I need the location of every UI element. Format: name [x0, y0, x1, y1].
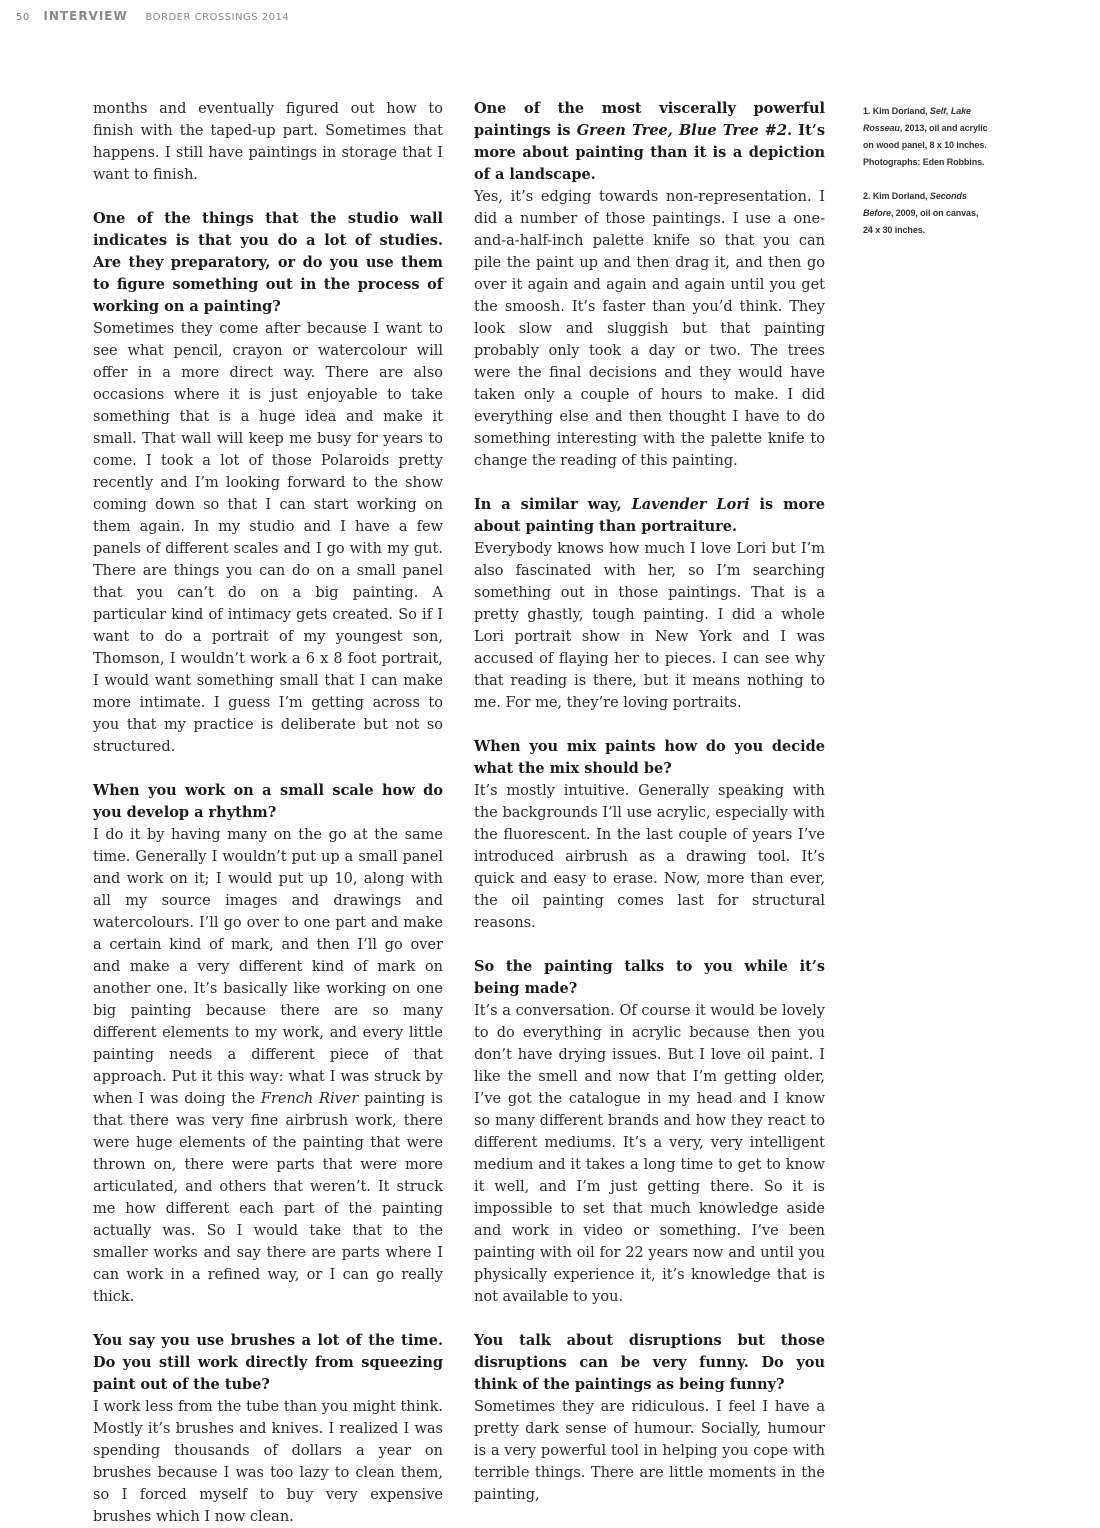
italic-title: Green Tree, Blue Tree #2 [576, 122, 788, 139]
text-run: Yes, it’s edging towards non-representation. I did a number of those paintings. I use a one-and-a-half-inch palette knife so that you can pile the paint up and then drag it, and then go over it again and again and again until you get the smoosh. It’s faster than you’d think. They look slow and sluggish but that painting probably only took a day or two. The trees were the final decisions and they would have taken only a couple of hours to make. I did everything else and then thought I have to do something interesting with the palette knife to change the reading of this painting. [474, 189, 825, 469]
text-run: Sometimes they come after because I want to see what pencil, crayon or watercolour will offer in a more direct way. There are also occasions where it is just enjoyable to take something that is a huge idea and make it small. That wall will keep me busy for years to come. I took a lot of those Polaroids pretty recently and I’m looking forward to the show coming down so that I can start working on them again. In my studio and I have a few panels of different scales and I go with my gut. There are things you can do on a small panel that you can’t do on a big painting. A particular kind of intimacy gets created. So if I want to do a portrait of my youngest son, Thomson, I wouldn’t work a 6 x 8 foot portrait, I would want something small that I can make more intimate. I guess I’m getting across to you that my practice is deliberate but not so structured. [93, 321, 443, 755]
middle-text-column [474, 98, 825, 1506]
interview-answer [474, 538, 825, 714]
interview-question [474, 736, 825, 780]
italic-title: Lavender Lori [631, 496, 750, 513]
interview-answer [93, 1396, 443, 1528]
text-run: Everybody knows how much I love Lori but I’m also fascinated with her, so I’m searching something out in those paintings. That is a pretty ghastly, tough painting. I did a whole Lori portrait show in New York and I was accused of flaying her to pieces. I can see why that reading is there, but it means nothing to me. For me, they’re loving portraits. [474, 541, 825, 711]
paragraph-spacer [93, 186, 443, 208]
paragraph-spacer [474, 714, 825, 736]
interview-answer [93, 824, 443, 1308]
text-run: So the painting talks to you while it’s being made? [474, 958, 825, 997]
interview-answer [93, 318, 443, 758]
interview-answer [93, 98, 443, 186]
interview-question [93, 780, 443, 824]
text-run: . It’s more about painting than it is a depiction of a landscape. [474, 122, 825, 183]
interview-answer [474, 780, 825, 934]
paragraph-spacer [474, 934, 825, 956]
text-run: It’s mostly intuitive. Generally speaking with the backgrounds I’ll use acrylic, especially with the fluorescent. In the last couple of years I’ve introduced airbrush as a drawing tool. It’s quick and easy to erase. Now, more than ever, the oil painting comes last for structural reasons. [474, 783, 825, 931]
caption-item [863, 103, 988, 171]
text-run: 1. Kim Dorland, [863, 106, 930, 116]
text-run: You say you use brushes a lot of the time. Do you still work directly from squeezing paint out of the tube? [93, 1332, 443, 1393]
interview-question [474, 1330, 825, 1396]
interview-answer [474, 186, 825, 472]
text-run: One of the most viscerally powerful paintings is [474, 100, 825, 139]
italic-title: French River [260, 1091, 359, 1107]
italic-title: Seconds Before [863, 191, 967, 218]
publication-name: BORDER CROSSINGS 2014 [145, 12, 290, 23]
text-run: In a similar way, [474, 496, 632, 513]
page-number: 50 [16, 12, 30, 23]
italic-title: Self, Lake Rosseau [863, 106, 971, 133]
section-title: INTERVIEW [43, 9, 128, 23]
figure-captions [863, 103, 988, 256]
interview-question [474, 956, 825, 1000]
text-run: You talk about disruptions but those disruptions can be very funny. Do you think of the paintings as being funny? [474, 1332, 825, 1393]
text-run: is more about painting than portraiture. [474, 496, 825, 535]
interview-question [474, 98, 825, 186]
interview-question [474, 494, 825, 538]
interview-question [93, 208, 443, 318]
text-run: , 2009, oil on canvas, 24 x 30 inches. [863, 208, 979, 235]
interview-answer [474, 1396, 825, 1506]
paragraph-spacer [93, 1308, 443, 1330]
text-run: One of the things that the studio wall indicates is that you do a lot of studies. Are they preparatory, or do you use them to figure something out in the process of working on a painting? [93, 210, 443, 315]
text-run: months and eventually figured out how to finish with the taped-up part. Sometimes that happens. I still have paintings in storage that I want to finish. [93, 101, 443, 183]
text-run: 2. Kim Dorland, [863, 191, 930, 201]
paragraph-spacer [93, 758, 443, 780]
text-run: I work less from the tube than you might think. Mostly it’s brushes and knives. I realized I was spending thousands of dollars a year on brushes because I was too lazy to clean them, so I forced myself to buy very expensive brushes which I now clean. [93, 1399, 443, 1525]
text-run: painting is that there was very fine airbrush work, there were huge elements of the painting that were thrown on, there were parts that were more articulated, and others that weren’t. It struck me how different each part of the painting actually was. So I would take that to the smaller works and say there are parts where I can work in a refined way, or I can go really thick. [93, 1091, 443, 1305]
left-text-column [93, 98, 443, 1528]
text-run: Sometimes they are ridiculous. I feel I have a pretty dark sense of humour. Socially, humour is a very powerful tool in helping you cope with terrible things. There are little moments in the painting, [474, 1399, 825, 1503]
running-header [16, 9, 289, 23]
text-run: When you mix paints how do you decide what the mix should be? [474, 738, 825, 777]
caption-item [863, 188, 988, 239]
paragraph-spacer [474, 1308, 825, 1330]
text-run: I do it by having many on the go at the same time. Generally I wouldn’t put up a small panel and work on it; I would put up 10, along with all my source images and drawings and watercolours. I’ll go over to one part and make a certain kind of mark, and then I’ll go over and make a very different kind of mark on another one. It’s basically like working on one big painting because there are so many different elements to my work, and every little painting needs a different piece of that approach. Put it this way: what I was struck by when I was doing the [93, 827, 443, 1107]
paragraph-spacer [474, 472, 825, 494]
interview-question [93, 1330, 443, 1396]
interview-answer [474, 1000, 825, 1308]
text-run: It’s a conversation. Of course it would be lovely to do everything in acrylic because then you don’t have drying issues. But I love oil paint. I like the smell and now that I’m getting older, I’ve got the catalogue in my head and I know so many different brands and how they react to different mediums. It’s a very, very intelligent medium and it takes a long time to get to know it well, and I’m just getting there. So it is impossible to set that much knowledge aside and work in video or something. I’ve been painting with oil for 22 years now and until you physically experience it, it’s knowledge that is not available to you. [474, 1003, 825, 1305]
text-run: , 2013, oil and acrylic on wood panel, 8 x 10 inches. Photographs: Eden Robbins. [863, 123, 988, 167]
text-run: When you work on a small scale how do you develop a rhythm? [93, 782, 443, 821]
